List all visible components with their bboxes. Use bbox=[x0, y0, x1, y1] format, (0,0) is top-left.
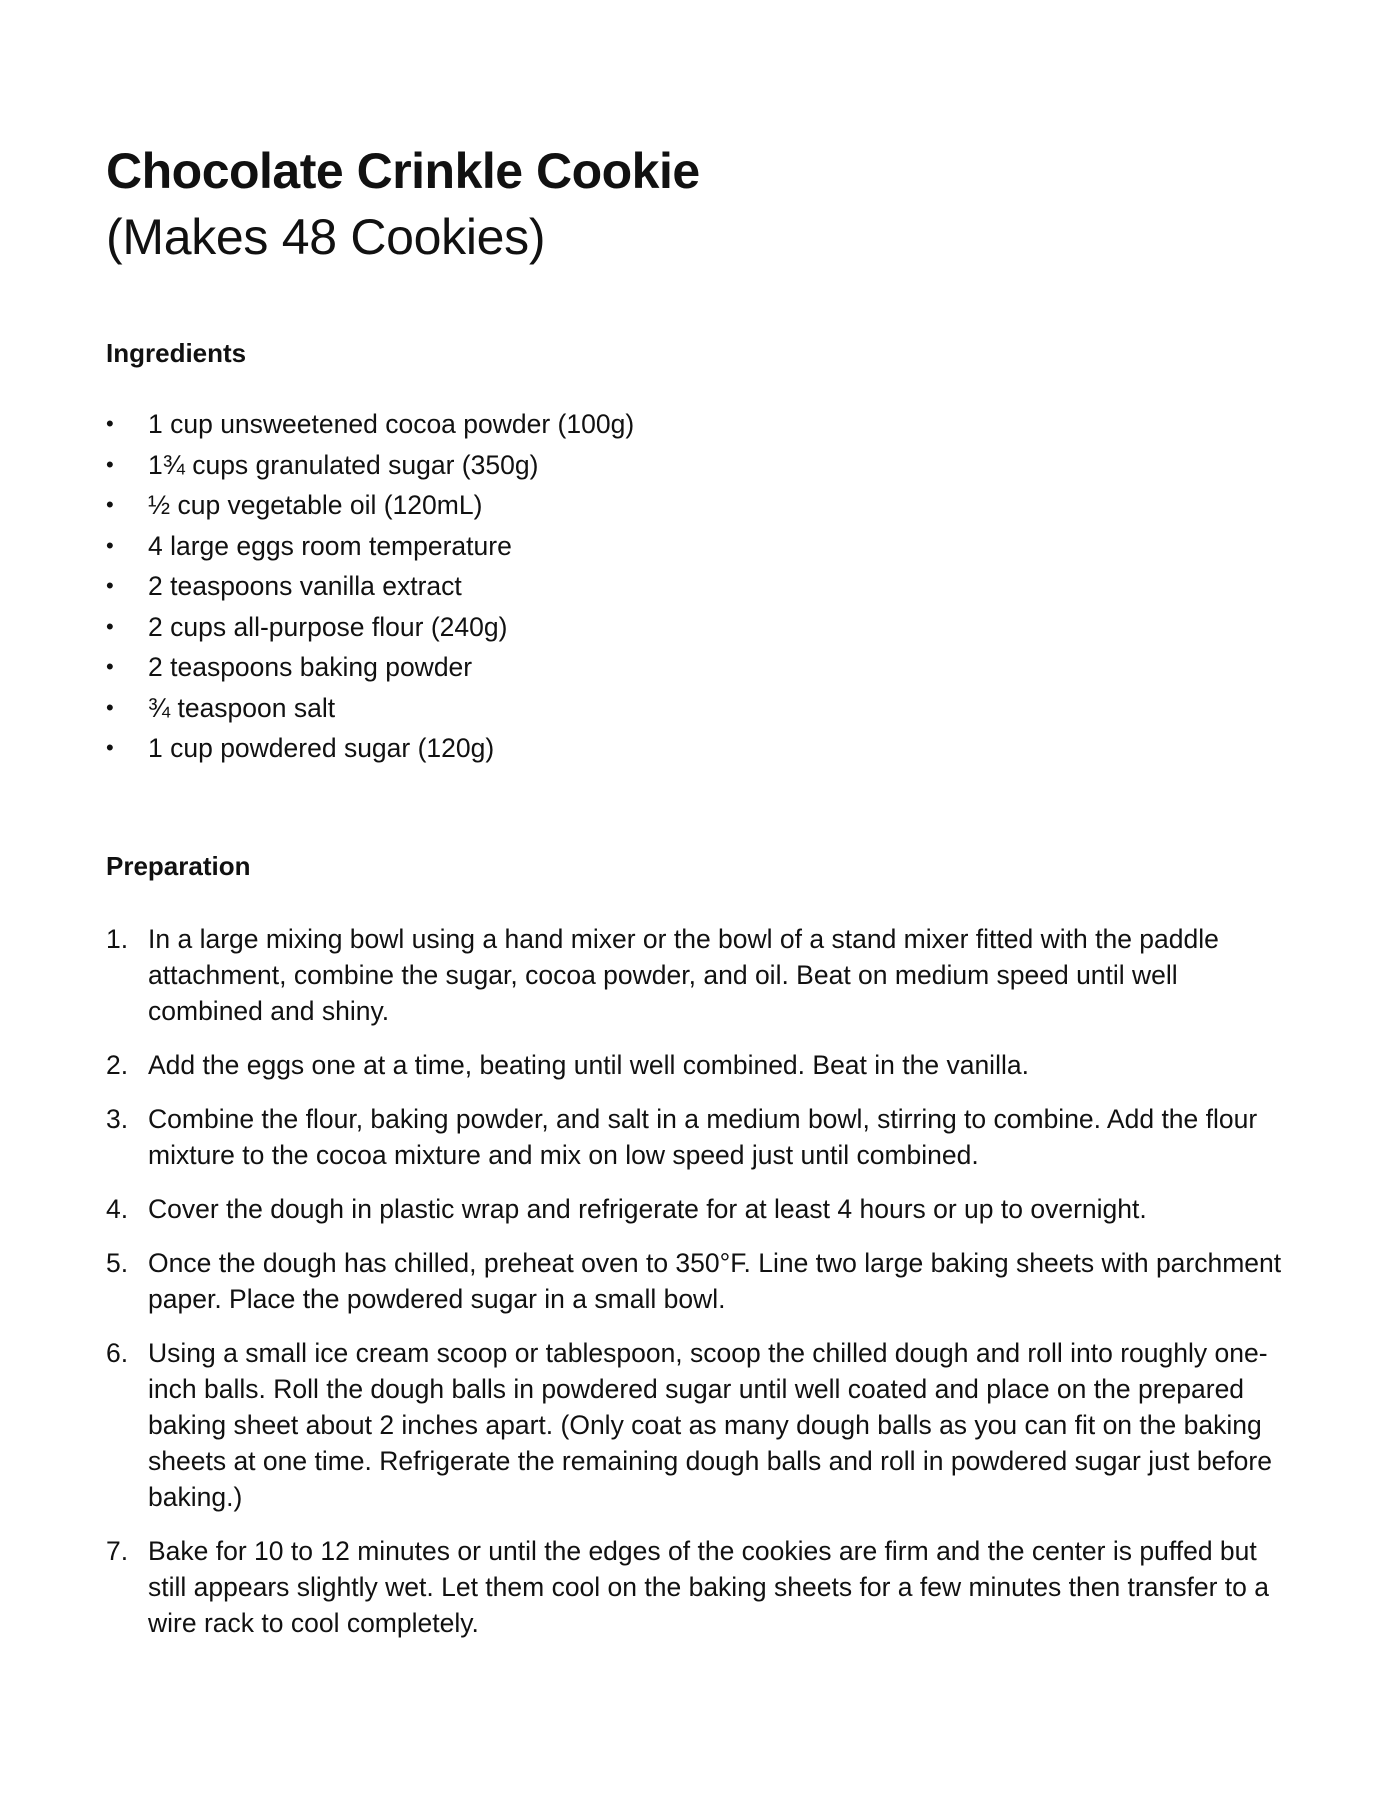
ingredient-item bbox=[106, 688, 1286, 729]
ingredient-item bbox=[106, 485, 1286, 526]
step-number: 5. bbox=[106, 1247, 129, 1278]
ingredient-item bbox=[106, 445, 1286, 486]
bullet-icon: • bbox=[106, 694, 114, 720]
ingredient-text: 1¾ cups granulated sugar (350g) bbox=[148, 449, 539, 480]
recipe-title: Chocolate Crinkle Cookie bbox=[106, 143, 700, 199]
ingredient-text: 1 cup unsweetened cocoa powder (100g) bbox=[148, 409, 635, 439]
ingredient-text: ¾ teaspoon salt bbox=[148, 692, 336, 723]
recipe-page bbox=[106, 138, 1286, 1659]
bullet-icon: • bbox=[106, 735, 114, 760]
ingredient-list bbox=[106, 404, 1286, 769]
step-item bbox=[106, 1335, 1286, 1515]
bullet-icon: • bbox=[106, 573, 114, 598]
recipe-yield: (Makes 48 Cookies) bbox=[106, 209, 546, 265]
bullet-icon: • bbox=[106, 613, 114, 639]
ingredient-text: 2 teaspoons vanilla extract bbox=[148, 571, 462, 601]
recipe-title-block bbox=[106, 138, 1286, 270]
step-number: 2. bbox=[106, 1049, 129, 1080]
step-item bbox=[106, 1047, 1286, 1083]
step-item bbox=[106, 1245, 1286, 1317]
ingredient-text: ½ cup vegetable oil (120mL) bbox=[148, 490, 483, 520]
bullet-icon: • bbox=[106, 411, 114, 436]
bullet-icon: • bbox=[106, 492, 114, 517]
ingredient-text: 1 cup powdered sugar (120g) bbox=[148, 733, 495, 763]
step-number: 6. bbox=[106, 1337, 129, 1368]
step-item bbox=[106, 921, 1286, 1029]
ingredient-text: 2 cups all-purpose flour (240g) bbox=[148, 611, 508, 642]
ingredients-heading: Ingredients bbox=[106, 338, 247, 368]
step-text: Cover the dough in plastic wrap and refrigerate for at least 4 hours or up to overnight. bbox=[148, 1193, 1147, 1224]
step-number: 4. bbox=[106, 1193, 129, 1224]
step-text: In a large mixing bowl using a hand mixer or the bowl of a stand mixer fitted with the paddle attachment, combine the sugar, cocoa powder, and oil. Beat on medium speed until well combined and shiny. bbox=[148, 923, 1219, 1026]
step-text: Add the eggs one at a time, beating until well combined. Beat in the vanilla. bbox=[148, 1049, 1029, 1080]
step-item bbox=[106, 1191, 1286, 1227]
bullet-icon: • bbox=[106, 451, 114, 477]
ingredient-item bbox=[106, 566, 1286, 607]
ingredient-text: 2 teaspoons baking powder bbox=[148, 652, 473, 682]
ingredient-item bbox=[106, 526, 1286, 567]
step-text: Bake for 10 to 12 minutes or until the edges of the cookies are firm and the center is puffed but still appears slightly wet. Let them cool on the baking sheets for a few minutes then transfer to a wire rack to cool completely. bbox=[148, 1535, 1269, 1638]
step-number: 1. bbox=[106, 923, 129, 954]
bullet-icon: • bbox=[106, 654, 114, 679]
step-text: Combine the flour, baking powder, and salt in a medium bowl, stirring to combine. Add the flour mixture to the cocoa mixture and mix on low speed just until combined. bbox=[148, 1103, 1258, 1170]
ingredient-item bbox=[106, 728, 1286, 769]
step-item bbox=[106, 1533, 1286, 1641]
bullet-icon: • bbox=[106, 532, 114, 558]
step-item bbox=[106, 1101, 1286, 1173]
ingredient-item bbox=[106, 647, 1286, 688]
step-number: 7. bbox=[106, 1535, 129, 1566]
step-number: 3. bbox=[106, 1103, 129, 1134]
ingredient-item bbox=[106, 404, 1286, 445]
ingredient-item bbox=[106, 607, 1286, 648]
preparation-steps bbox=[106, 921, 1286, 1641]
step-text: Using a small ice cream scoop or tablespoon, scoop the chilled dough and roll into roughly one-inch balls. Roll the dough balls in powdered sugar until well coated and place on the prepared baking sheet about 2 inches apart. (Only coat as many dough balls as you can fit on the baking sheets at one time. Refrigerate the remaining dough balls and roll in powdered sugar just before baking.) bbox=[148, 1337, 1272, 1512]
ingredient-text: 4 large eggs room temperature bbox=[148, 530, 512, 561]
step-text: Once the dough has chilled, preheat oven to 350°F. Line two large baking sheets with parchment paper. Place the powdered sugar in a small bowl. bbox=[148, 1247, 1282, 1314]
preparation-heading: Preparation bbox=[106, 850, 251, 881]
